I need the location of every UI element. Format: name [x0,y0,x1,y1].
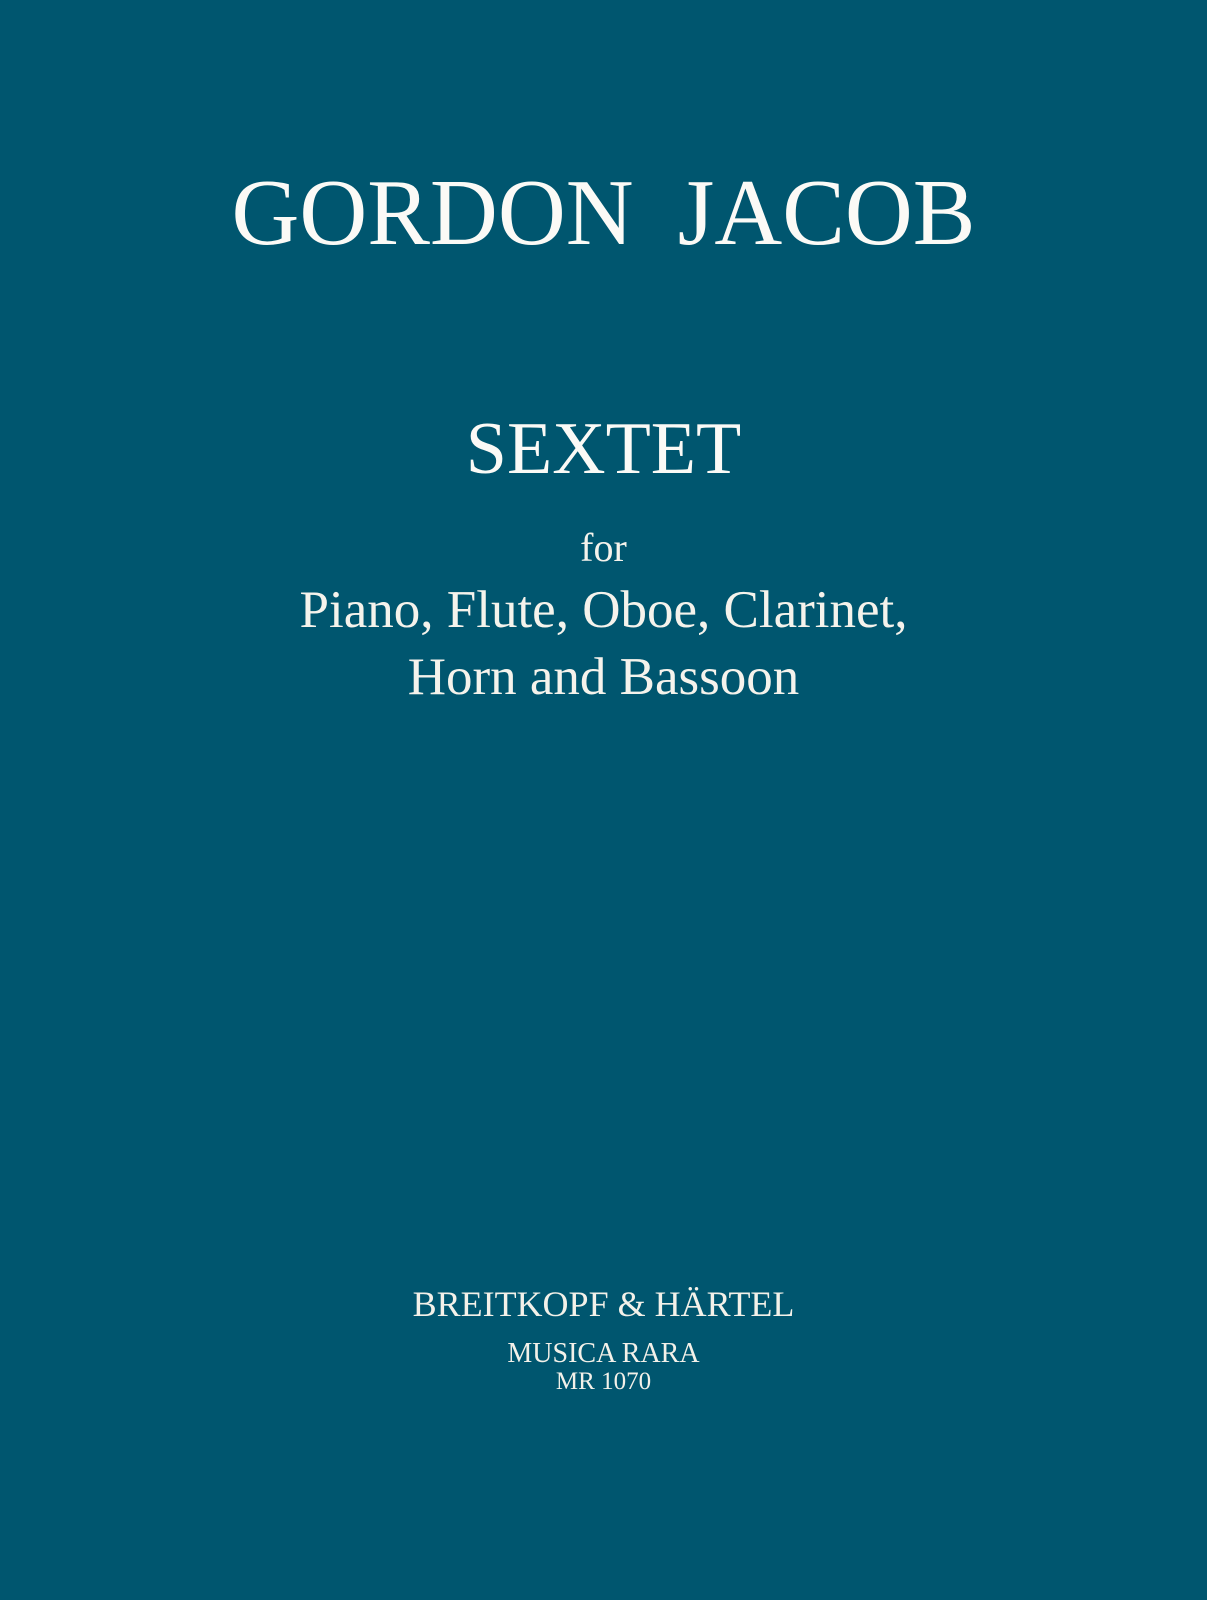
work-title: SEXTET [465,408,742,490]
for-label: for [580,525,627,570]
imprint-name: MUSICA RARA [507,1338,700,1369]
catalog-number: MR 1070 [555,1368,652,1395]
publisher-name: BREITKOPF & HÄRTEL [412,1284,795,1324]
instrumentation-line-2: Horn and Bassoon [407,648,800,706]
composer-name: GORDON JACOB [231,161,976,265]
instrumentation-line-1: Piano, Flute, Oboe, Clarinet, [299,581,908,639]
